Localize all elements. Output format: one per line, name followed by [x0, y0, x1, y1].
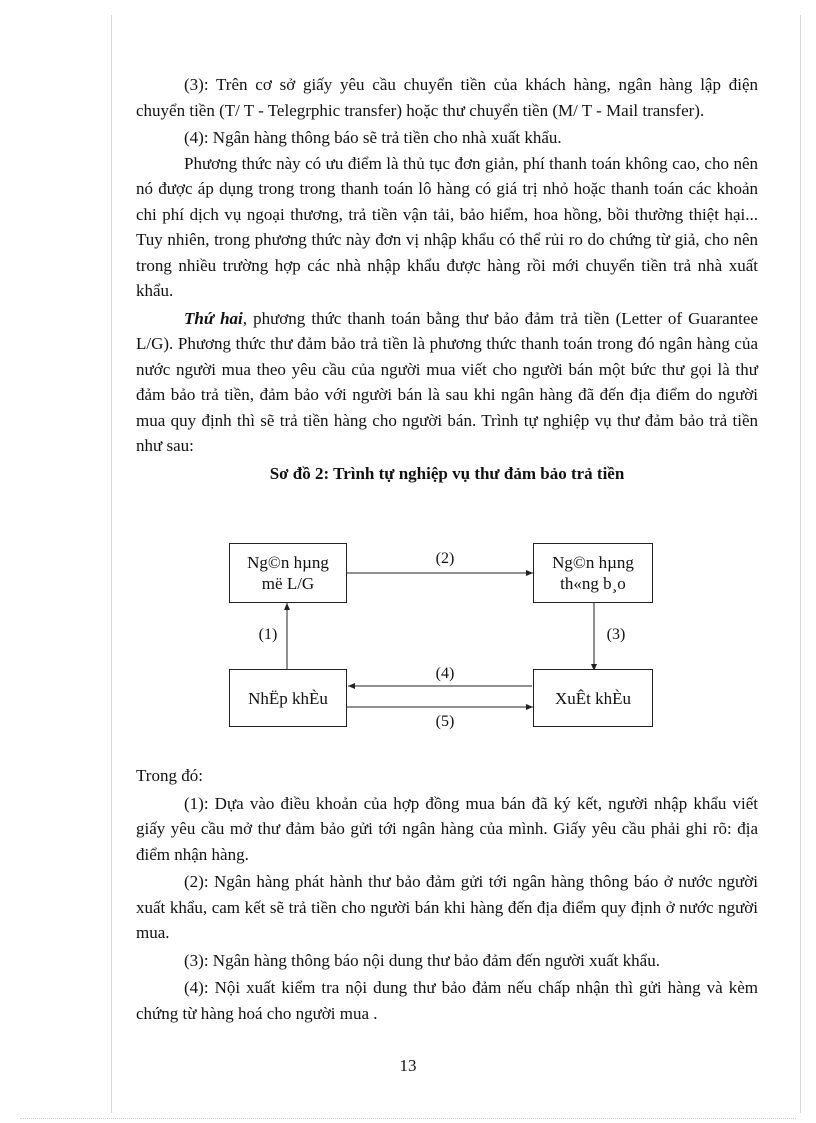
box-advising-bank: [533, 543, 653, 603]
box-issuing-bank: [229, 543, 347, 603]
box-advising-bank-line1: Ng©n hµng: [552, 553, 634, 572]
box-issuing-bank-line2: më L/G: [261, 574, 315, 593]
label-4: (4): [435, 665, 455, 682]
explanation-4: (4): Nội xuất kiểm tra nội dung thư bảo đảm nếu chấp nhận thì gửi hàng và kèm chứng từ hàng hoá cho người mua .: [136, 978, 758, 1023]
explanation-1: (1): Dựa vào điều khoản của hợp đồng mua bán đã ký kết, người nhập khẩu viết giấy yêu cầu mở thư đảm bảo gửi tới ngân hàng của mình. Giấy yêu cầu phải ghi rõ: địa điểm nhận hàng.: [136, 793, 758, 864]
box-issuing-bank-line1: Ng©n hµng: [247, 553, 329, 572]
explanation-2: (2): Ngân hàng phát hành thư bảo đảm gửi tới ngân hàng thông báo ở nước người xuất khẩu, cam kết sẽ trả tiền cho người bán khi hàng đến địa điểm quy định ở nước người mua.: [136, 872, 758, 942]
paragraph-second-method: [136, 306, 758, 459]
second-lead: Thứ hai: [184, 308, 243, 328]
paragraph-step-4: (4): Ngân hàng thông báo sẽ trả tiền cho nhà xuất khẩu.: [184, 128, 562, 147]
bottom-divider: [20, 1118, 796, 1119]
explanation-3: (3): Ngân hàng thông báo nội dung thư bảo đảm đến người xuất khẩu.: [184, 950, 660, 970]
explanation-heading: Trong đó:: [136, 766, 203, 785]
label-1: (1): [258, 626, 278, 643]
diagram-caption: Sơ đồ 2: Trình tự nghiệp vụ thư đảm bảo trả tiền: [269, 463, 625, 483]
body-text-top: [136, 72, 758, 486]
guarantee-flow-diagram: [229, 541, 653, 731]
second-rest: , phương thức thanh toán bằng thư bảo đảm trả tiền (Letter of Guarantee L/G). Phương thức thư đảm bảo trả tiền là phương thức thanh toán trong đó ngân hàng của nước người mua theo yêu cầu của người mua viết cho người bán một bức thư gọi là thư đảm bảo trả tiền, đảm bảo với người bán là sau khi ngân hàng đã đến địa điểm do người mua quy định thì sẽ trả tiền hàng cho người bán. Trình tự nghiệp vụ thư đảm bảo trả tiền như sau:: [136, 308, 758, 455]
box-importer: NhËp khÈu: [229, 669, 347, 727]
box-exporter: XuÊt khÈu: [533, 669, 653, 727]
paragraph-step-3: (3): Trên cơ sở giấy yêu cầu chuyển tiền của khách hàng, ngân hàng lập điện chuyển tiền (T/ T - Telegrphic transfer) hoặc thư chuyển tiền (M/ T - Mail transfer).: [136, 75, 758, 120]
paragraph-advantage: Phương thức này có ưu điểm là thủ tục đơn giản, phí thanh toán không cao, cho nên nó được áp dụng trong trong thanh toán lô hàng có giá trị nhỏ hoặc thanh toán các khoản chi phí dịch vụ ngoại thương, trả tiền vận tải, bảo hiểm, hoa hồng, bồi thường thiệt hại... Tuy nhiên, trong phương thức này đơn vị nhập khẩu có thể rủi ro do chứng từ giả, cho nên trong nhiều trường hợp các nhà nhập khẩu được hàng rồi mới chuyển tiền trả nhà xuất khẩu.: [136, 153, 758, 300]
label-3: (3): [606, 626, 626, 643]
body-text-bottom: [136, 763, 758, 1026]
label-2: (2): [435, 550, 455, 567]
box-advising-bank-line2: th«ng b¸o: [560, 574, 626, 593]
label-5: (5): [435, 713, 455, 730]
page-number: 13: [399, 1056, 417, 1075]
